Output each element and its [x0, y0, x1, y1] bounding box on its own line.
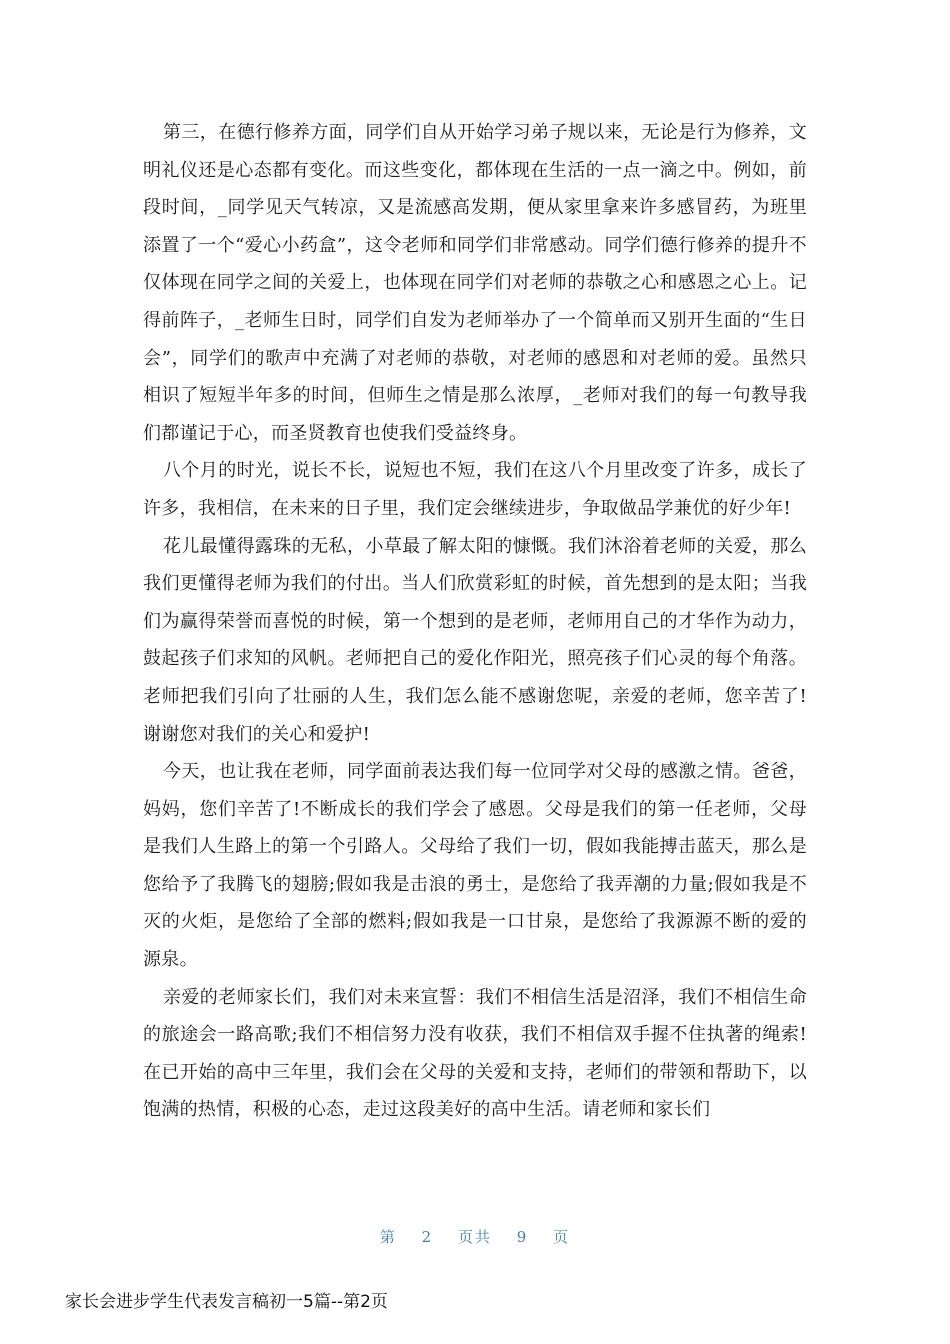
footer-middle: 页共: [457, 1228, 492, 1246]
paragraph-eight-months: 八个月的时光，说长不长，说短也不短，我们在这八个月里改变了许多，成长了许多，我相信，在未来的日子里，我们定会继续进步，争取做品学兼优的好少年!: [143, 460, 807, 519]
paragraph-virtue: 第三，在德行修养方面，同学们自从开始学习弟子规以来，无论是行为修养，文明礼仪还是心态都有变化。而这些变化，都体现在生活的一点一滴之中。例如，前段时间，_同学见天气转凉，又是流感高发期，便从家里拿来许多感冒药，为班里添置了一个“爱心小药盒”，这令老师和同学们非常感动。同学们德行修养的提升不仅体现在同学之间的关爱上，也体现在同学们对老师的恭敬之心和感恩之心上。记得前阵子，_老师生日时，同学们自发为老师举办了一个简单而又别开生面的“生日会”，同学们的歌声中充满了对老师的恭敬，对老师的感恩和对老师的爱。虽然只相识了短短半年多的时间，但师生之情是那么浓厚，_老师对我们的每一句教导我们都谨记于心，而圣贤教育也使我们受益终身。: [143, 122, 807, 444]
paragraph-oath: 亲爱的老师家长们，我们对未来宣誓：我们不相信生活是沼泽，我们不相信生命的旅途会一路高歌;我们不相信努力没有收获，我们不相信双手握不住执著的绳索!在已开始的高中三年里，我们会在父母的关爱和支持，老师们的带领和帮助下，以饱满的热情，积极的心态，走过这段美好的高中生活。请老师和家长们: [143, 986, 807, 1121]
document-body: [143, 114, 807, 1129]
footer-total-pages: 9: [516, 1228, 529, 1246]
footer-suffix: 页: [553, 1228, 571, 1246]
document-title: 家长会进步学生代表发言稿初一5篇--第2页: [65, 1292, 388, 1312]
footer-current-page: 2: [421, 1228, 434, 1246]
paragraph-thank-parents: 今天，也让我在老师，同学面前表达我们每一位同学对父母的感激之情。爸爸，妈妈，您们辛苦了!不断成长的我们学会了感恩。父母是我们的第一任老师，父母是我们人生路上的第一个引路人。父母给了我们一切，假如我能搏击蓝天，那么是您给予了我腾飞的翅膀;假如我是击浪的勇士，是您给了我弄潮的力量;假如我是不灭的火炬，是您给了全部的燃料;假如我是一口甘泉，是您给了我源源不断的爱的源泉。: [143, 761, 807, 971]
page-number-footer: [0, 1226, 950, 1247]
footer-prefix: 第: [379, 1228, 397, 1246]
paragraph-thank-teachers: 花儿最懂得露珠的无私，小草最了解太阳的慷慨。我们沐浴着老师的关爱，那么我们更懂得老师为我们的付出。当人们欣赏彩虹的时候，首先想到的是太阳；当我们为赢得荣誉而喜悦的时候，第一个想到的是老师，老师用自己的才华作为动力，鼓起孩子们求知的风帆。老师把自己的爱化作阳光，照亮孩子们心灵的每个角落。老师把我们引向了壮丽的人生，我们怎么能不感谢您呢，亲爱的老师，您辛苦了!谢谢您对我们的关心和爱护!: [143, 535, 807, 745]
